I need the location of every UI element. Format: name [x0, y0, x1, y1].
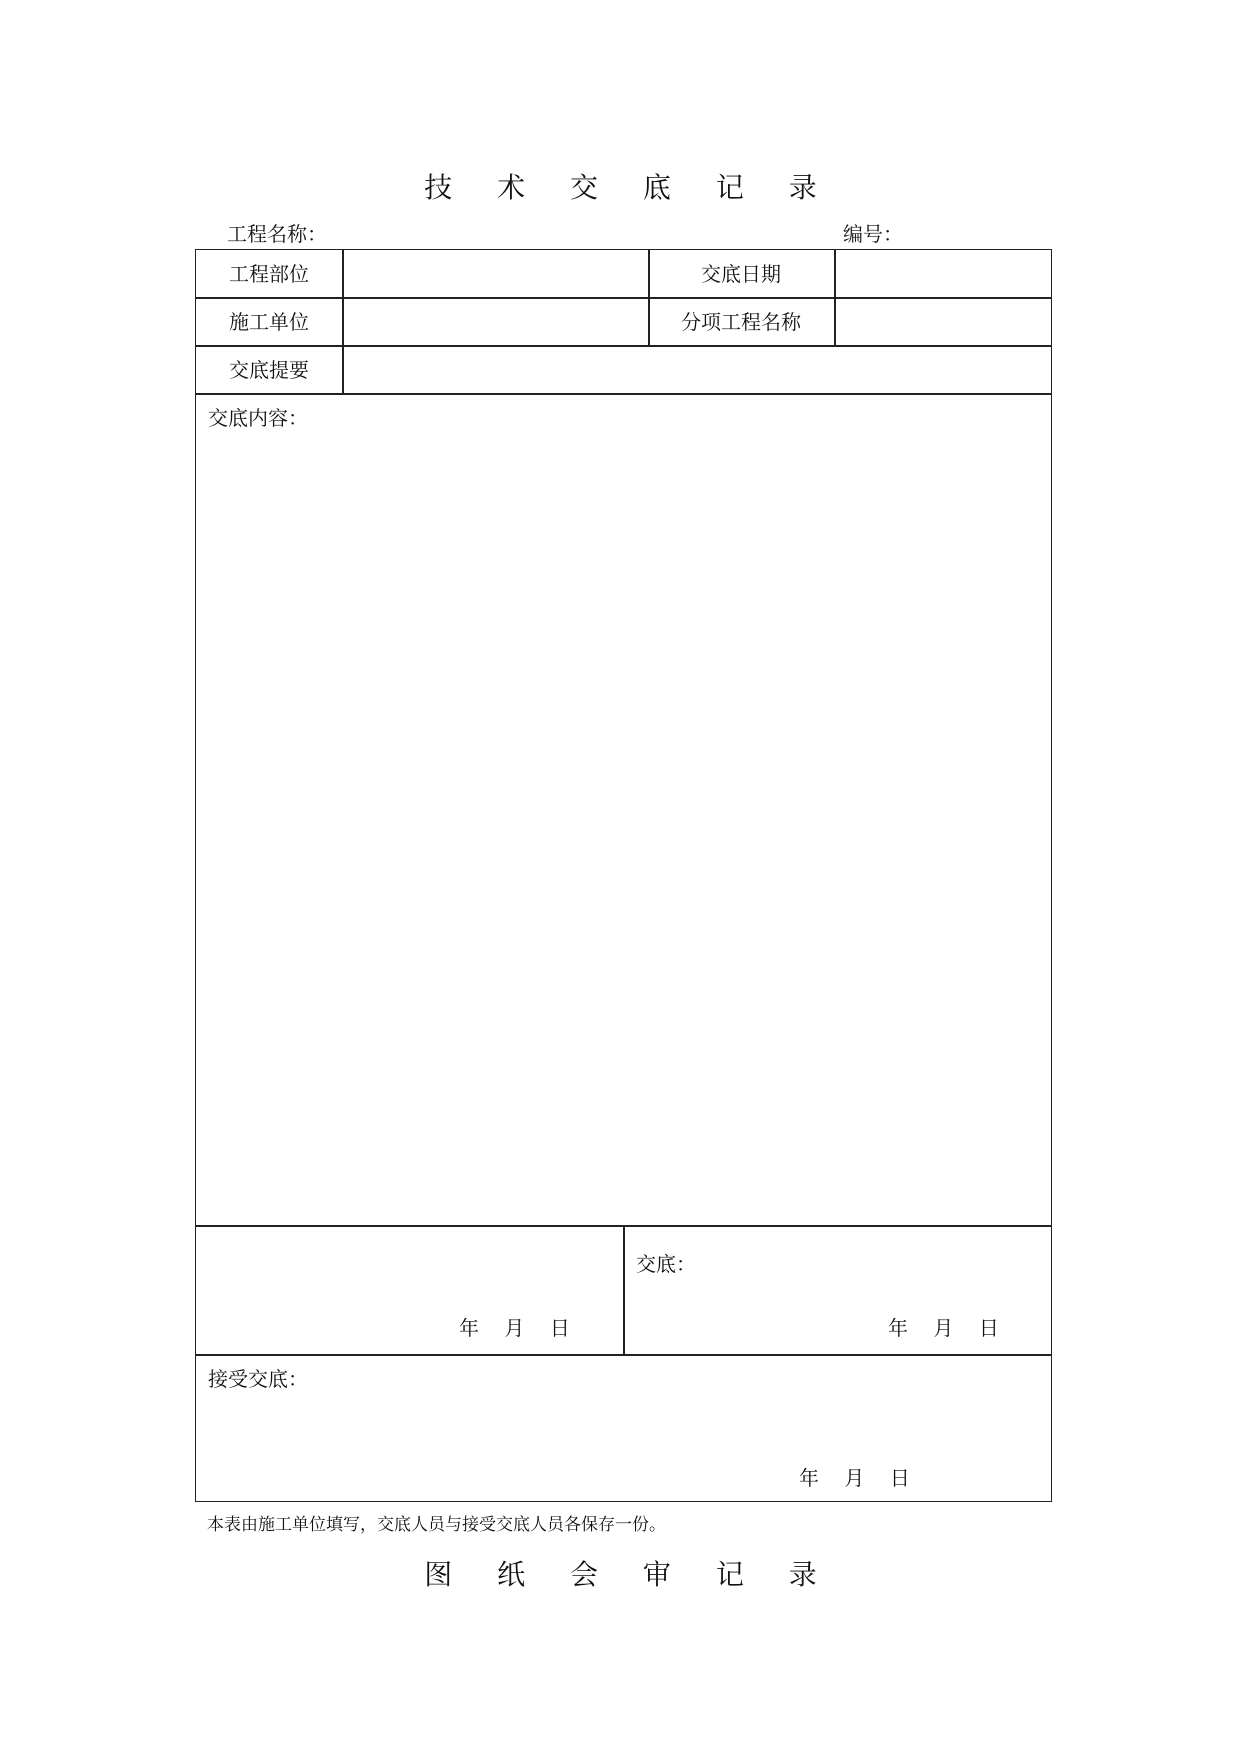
number-label: 编号：: [843, 222, 903, 246]
document-title: 技 术 交 底 记 录: [424, 171, 835, 204]
disclosure-summary-label: 交底提要: [229, 358, 309, 382]
column-divider: [834, 250, 836, 346]
receive-date: 年 月 日: [799, 1466, 910, 1490]
construction-unit-label: 施工单位: [229, 310, 309, 334]
receiver-label: 接受交底：: [208, 1367, 308, 1391]
sub-project-name-label: 分项工程名称: [681, 310, 801, 334]
sign-right-date: 年 月 日: [888, 1316, 999, 1340]
footnote: 本表由施工单位填写，交底人员与接受交底人员各保存一份。: [207, 1515, 666, 1535]
column-divider: [342, 250, 344, 394]
sign-left-date: 年 月 日: [459, 1316, 570, 1340]
disclosure-form-table: [195, 249, 1052, 1502]
work-part-label: 工程部位: [229, 262, 309, 286]
second-document-title: 图 纸 会 审 记 录: [424, 1558, 835, 1591]
disclosure-date-label: 交底日期: [701, 262, 781, 286]
discloser-label: 交底：: [636, 1252, 696, 1276]
disclosure-content-label: 交底内容：: [208, 406, 308, 430]
column-divider: [623, 1225, 625, 1355]
project-name-label: 工程名称：: [227, 222, 327, 246]
